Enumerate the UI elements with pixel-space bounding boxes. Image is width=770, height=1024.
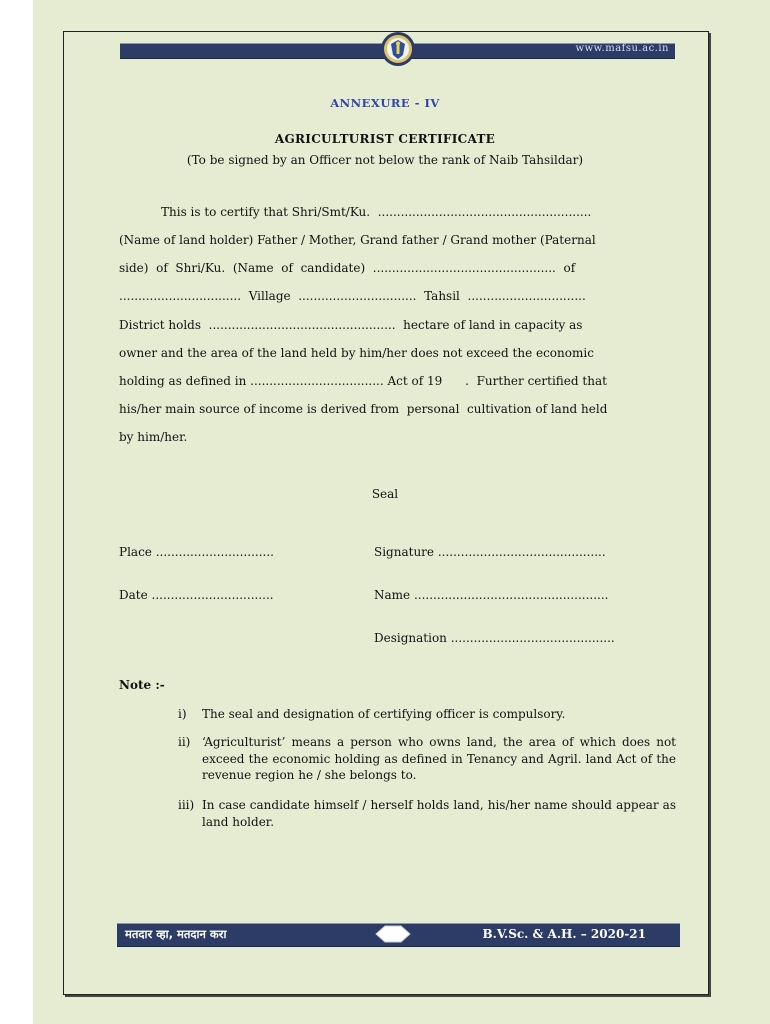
certificate-title: AGRICULTURIST CERTIFICATE — [274, 132, 496, 146]
note-text: In case candidate himself / herself holds land, his/her name should appear as land holder. — [202, 798, 676, 829]
footer-course-year: B.V.Sc. & A.H. – 2020-21 — [482, 927, 646, 941]
annexure-label: ANNEXURE - IV — [330, 96, 440, 110]
note-text: The seal and designation of certifying officer is compulsory. — [202, 707, 566, 721]
footer-slogan: मतदार व्हा, मतदान करा — [125, 927, 227, 941]
designation-field: Designation ........................................... — [374, 631, 615, 645]
note-item — [178, 706, 676, 723]
note-item — [178, 797, 676, 830]
note-number: i) — [178, 707, 187, 721]
footer-banner — [117, 923, 680, 947]
note-heading: Note :- — [119, 678, 165, 692]
note-item — [178, 734, 676, 784]
place-field: Place ............................... — [119, 545, 274, 559]
body-line: (Name of land holder) Father / Mother, Grand father / Grand mother (Paternal — [119, 233, 596, 247]
certificate-subtitle: (To be signed by an Officer not below the rank of Naib Tahsildar) — [186, 153, 584, 167]
signature-field: Signature ............................................ — [374, 545, 606, 559]
body-line: side) of Shri/Ku. (Name of candidate) ................................................ of — [119, 261, 576, 275]
body-line: holding as defined in ................................... Act of 19 . Further certified that — [119, 374, 607, 388]
seal-label: Seal — [371, 487, 399, 501]
body-line: his/her main source of income is derived from personal cultivation of land held — [119, 402, 608, 416]
body-line: ................................ Village ............................... Tahsil ............................... — [119, 289, 586, 303]
note-text: ‘Agriculturist’ means a person who owns land, the area of which does not exceed the economic holding as defined in Tenancy and Agril. land Act of the revenue region he / she belongs to. — [202, 735, 676, 782]
body-line: owner and the area of the land held by him/her does not exceed the economic — [119, 346, 594, 360]
name-field: Name ................................................... — [374, 588, 609, 602]
body-line: This is to certify that Shri/Smt/Ku. ........................................................ — [161, 205, 592, 219]
note-number: ii) — [178, 735, 191, 749]
date-field: Date ................................ — [119, 588, 274, 602]
university-emblem-icon — [380, 31, 416, 67]
note-number: iii) — [178, 798, 195, 812]
website-url: www.mafsu.ac.in — [575, 43, 669, 54]
body-line: by him/her. — [119, 430, 188, 444]
page-border — [63, 31, 709, 995]
body-line: District holds ................................................. hectare of land in capacity as — [119, 318, 583, 332]
diamond-ornament-icon — [373, 925, 413, 943]
